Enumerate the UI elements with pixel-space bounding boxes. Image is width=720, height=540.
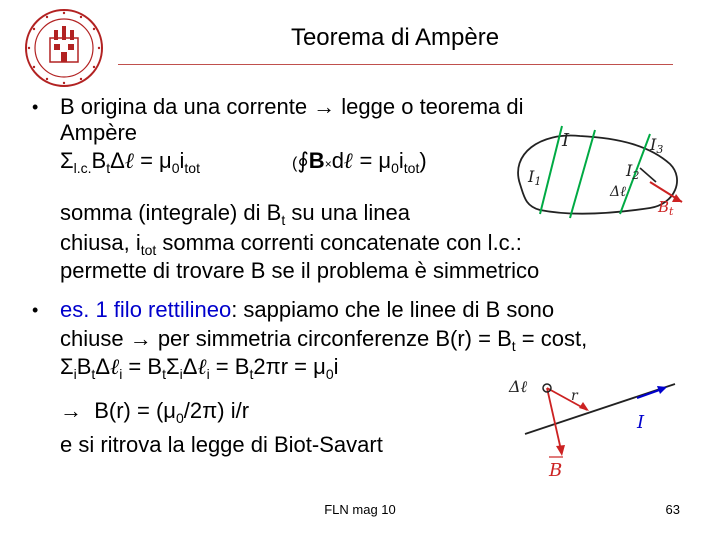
page-number: 63 [665, 502, 680, 517]
slide-title: Teorema di Ampère [290, 24, 500, 51]
formula-sum-text: $\Sigma_{l.c.}B_t\Delta\ell = \mu_0i_{tot}$ [60, 148, 200, 176]
bullet2-line1-rest: : sappiamo che le linee di B sono [231, 297, 555, 322]
ampere-sum-formula [60, 148, 200, 175]
fig1-label-I1: I1 [528, 167, 542, 188]
bullet2-line1 [60, 297, 554, 323]
university-seal-logo [24, 8, 104, 88]
fig1-label-dl: Δℓ [610, 184, 626, 200]
fig1-label-I3: I3 [650, 135, 664, 156]
bullet2-line5: e si ritrova la legge di Biot-Savart [60, 432, 383, 457]
fig1-label-I2: I2 [626, 161, 640, 182]
title-divider [118, 64, 673, 65]
straight-wire-figure [505, 364, 685, 482]
bullet2-line4: → $B(r) = (\mu_0/2\pi)$ i/r [60, 398, 250, 426]
fig1-label-I: I [562, 130, 570, 151]
fig1-label-Bt: $B_t$ [658, 198, 674, 218]
fig2-label-B: B [549, 460, 563, 481]
bullet1-line2: Ampère [60, 120, 138, 145]
formula-integral-text: (∮B×dℓ = $\mu_0i_{tot}$) [292, 148, 427, 176]
bullet-marker: • [32, 300, 39, 320]
bullet2-line2: chiuse → per simmetria circonferenze $B(r) = B_t = \cos t$, [60, 326, 588, 354]
bullet1-line1: B origina da una corrente → legge o teorema di [60, 94, 524, 119]
bullet1-line4: somma (integrale) di $B_t$ su una linea [60, 200, 410, 228]
ampere-integral-formula [292, 148, 427, 177]
fig2-label-r: r [571, 388, 578, 404]
fig2-label-dl: Δℓ [509, 377, 528, 396]
bullet2-line3: $\Sigma_iB_t\Delta\ell_i$ = $B_t\Sigma_i\Delta\ell_i = B_t2\pi r = \mu_0i$ [60, 354, 339, 382]
bullet2-highlight: es. 1 filo rettilineo [60, 297, 232, 322]
bullet1-line6: permette di trovare B se il problema è simmetrico [60, 258, 540, 283]
fig2-label-I: I [637, 412, 645, 433]
bullet-marker: • [32, 97, 39, 117]
footer-label: FLN mag 10 [324, 502, 396, 517]
closed-loop-figure [500, 124, 690, 220]
bullet1-line5: chiusa, $i_{tot}$ somma correnti concatenate con l.c.: [60, 230, 522, 258]
